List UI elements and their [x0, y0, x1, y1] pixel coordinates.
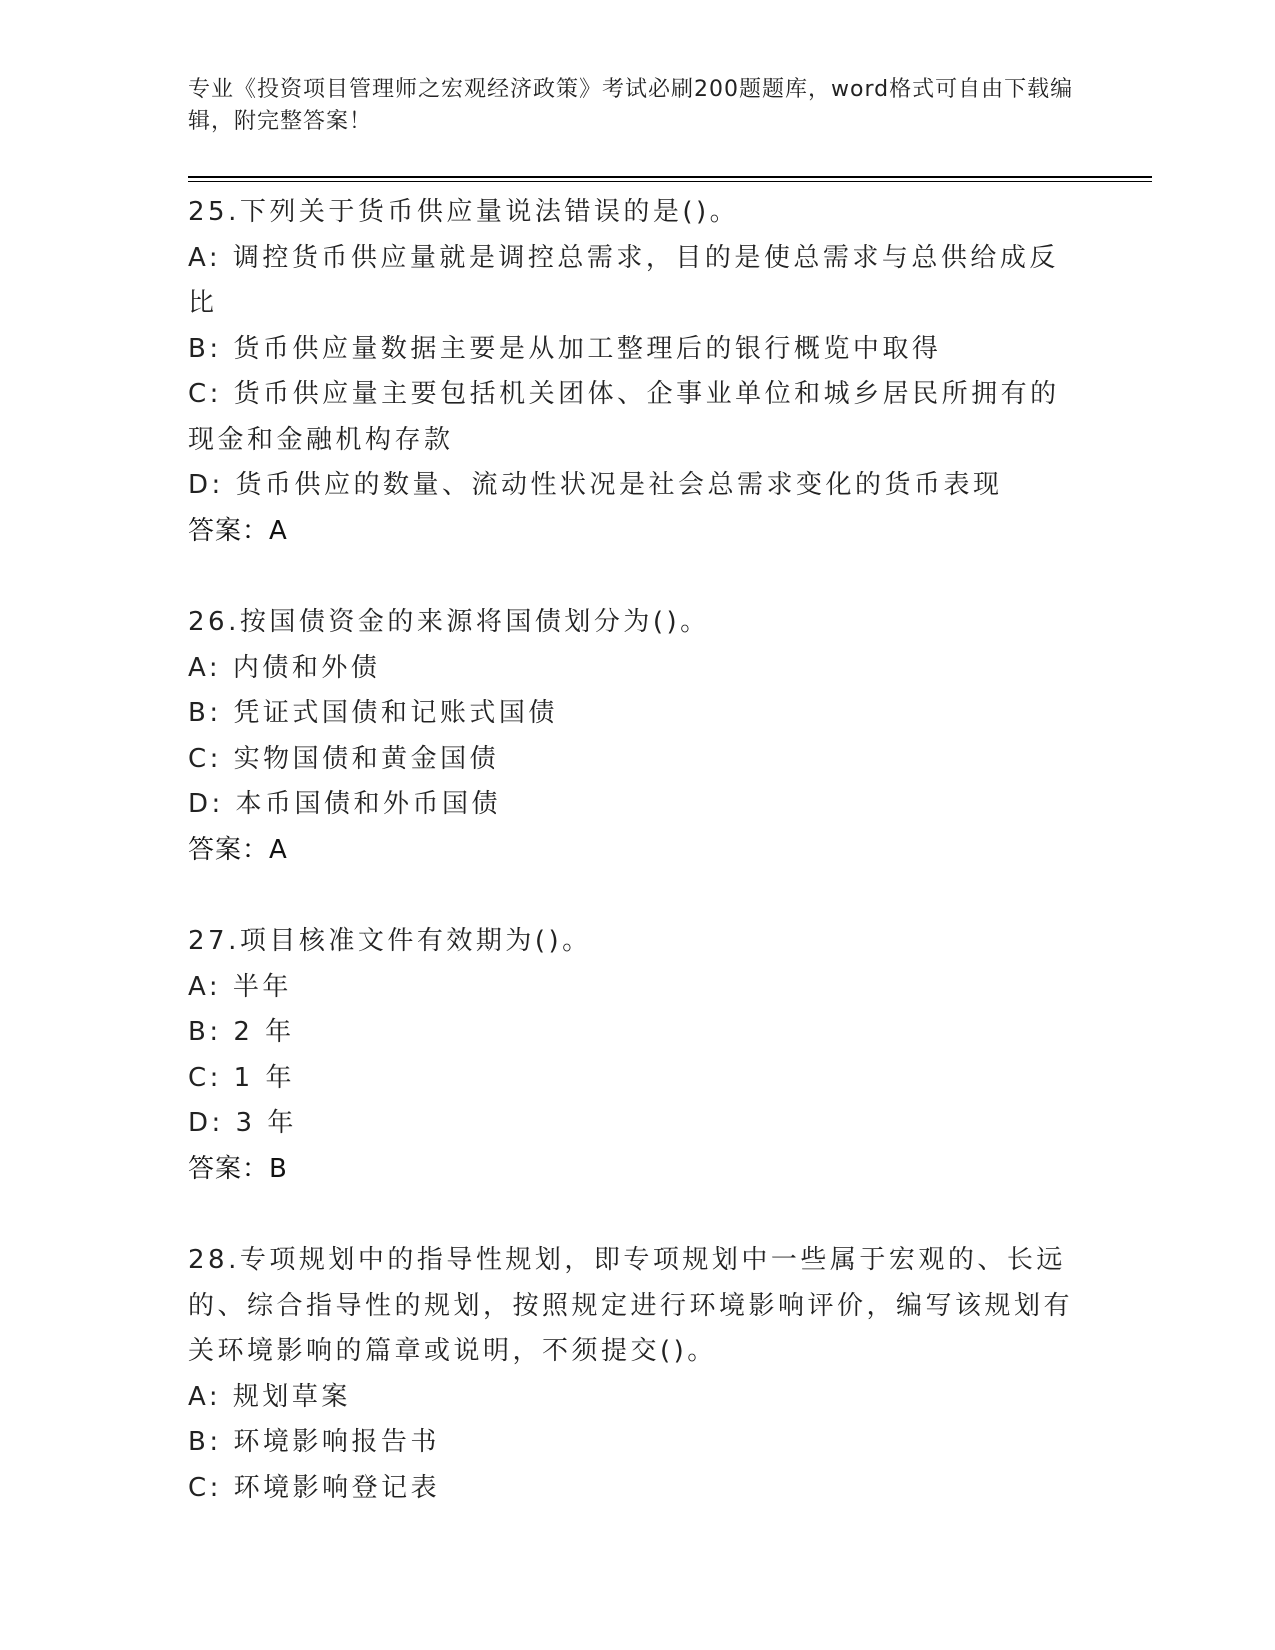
document-header: 专业《投资项目管理师之宏观经济政策》考试必刷200题题库，word格式可自由下载编辑，附完整答案！: [188, 77, 1074, 134]
option-d: D: 货币供应的数量、流动性状况是社会总需求变化的货币表现: [188, 470, 1003, 500]
question-text: 26.按国债资金的来源将国债划分为()。: [188, 607, 710, 637]
option-b: B: 环境影响报告书: [188, 1427, 440, 1457]
question-text: 25.下列关于货币供应量说法错误的是()。: [188, 197, 740, 227]
header-rule-thick: [188, 176, 1152, 178]
option-a: A: 半年: [188, 971, 292, 1002]
question-text: 28.专项规划中的指导性规划，即专项规划中一些属于宏观的、长远的、综合指导性的规划，按照规定进行环境影响评价，编写该规划有关环境影响的篇章或说明，不须提交()。: [188, 1245, 1074, 1366]
option-c: C: 实物国债和黄金国债: [188, 743, 500, 774]
question-27: [188, 919, 1088, 1192]
option-c: C: 1 年: [188, 1062, 295, 1093]
option-c: C: 环境影响登记表: [188, 1472, 441, 1503]
answer: 答案：A: [188, 515, 288, 546]
answer: 答案：A: [188, 834, 288, 865]
option-c: C: 货币供应量主要包括机关团体、企事业单位和城乡居民所拥有的现金和金融机构存款: [188, 379, 1060, 455]
question-text: 27.项目核准文件有效期为()。: [188, 926, 592, 956]
option-a: A: 规划草案: [188, 1381, 351, 1412]
option-b: B: 2 年: [188, 1017, 295, 1047]
question-28: [188, 1238, 1088, 1511]
question-list: [188, 190, 1088, 1557]
option-a: A: 内债和外债: [188, 652, 381, 683]
option-b: B: 货币供应量数据主要是从加工整理后的银行概览中取得: [188, 333, 942, 364]
answer: 答案：B: [188, 1153, 288, 1184]
header-rule-thin: [188, 181, 1152, 182]
question-26: [188, 600, 1088, 873]
question-25: [188, 190, 1088, 554]
option-d: D: 3 年: [188, 1108, 297, 1138]
option-b: B: 凭证式国债和记账式国债: [188, 698, 558, 728]
option-d: D: 本币国债和外币国债: [188, 789, 502, 819]
option-a: A: 调控货币供应量就是调控总需求，目的是使总需求与总供给成反比: [188, 242, 1059, 318]
